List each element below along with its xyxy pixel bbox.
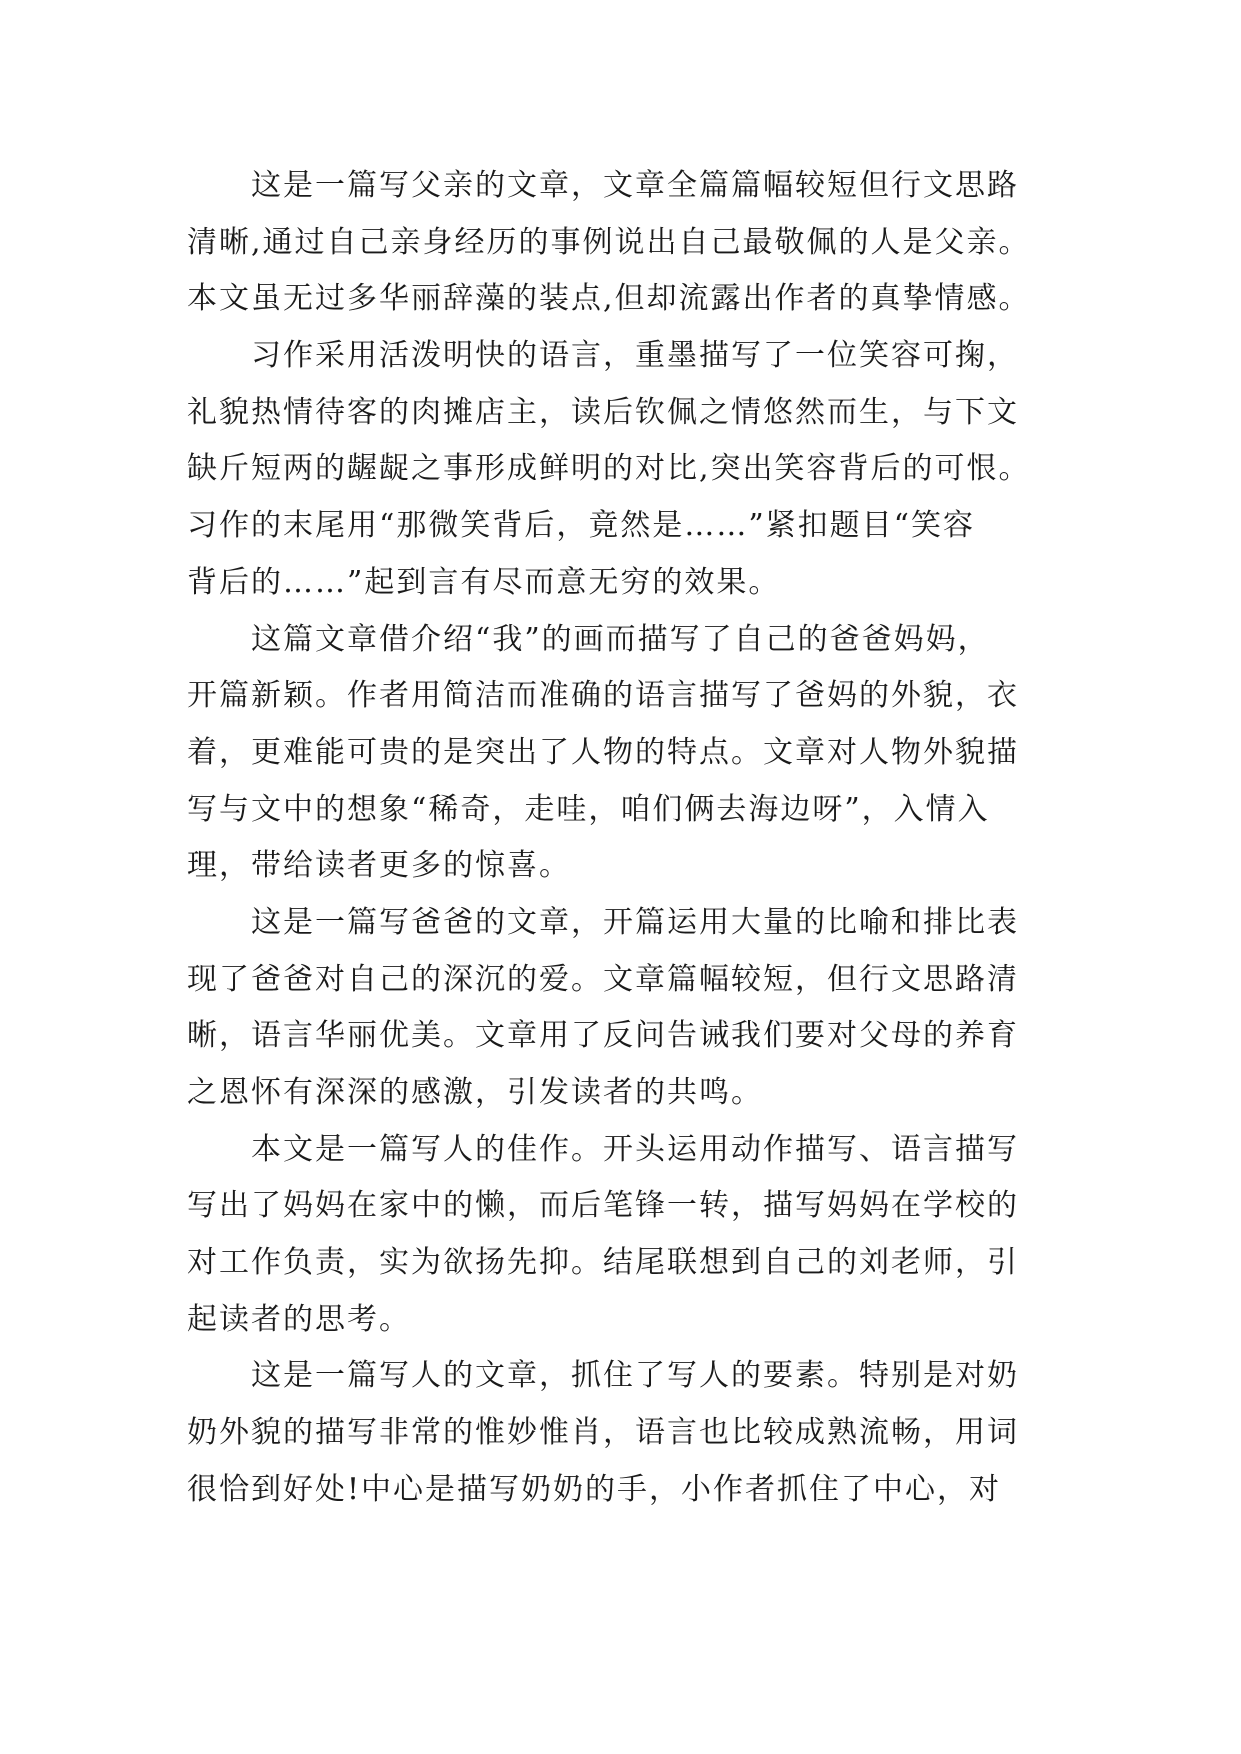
text-line: 奶外貌的描写非常的惟妙惟肖，语言也比较成熟流畅，用词	[187, 1415, 1019, 1451]
text-line: 习作的末尾用“那微笑背后，竟然是……”紧扣题目“笑容	[187, 508, 976, 544]
text-line: 晰，语言华丽优美。文章用了反问告诫我们要对父母的养育	[187, 1018, 1019, 1054]
text-line: 这是一篇写人的文章，抓住了写人的要素。特别是对奶	[251, 1358, 1019, 1394]
text-line: 开篇新颖。作者用简洁而准确的语言描写了爸妈的外貌，衣	[187, 678, 1019, 714]
text-line: 很恰到好处!中心是描写奶奶的手，小作者抓住了中心，对	[187, 1471, 1002, 1507]
document-body	[187, 158, 1087, 1519]
text-line: 这是一篇写父亲的文章，文章全篇篇幅较短但行文思路	[251, 168, 1019, 203]
paragraph-mom	[187, 1122, 1087, 1349]
text-line: 缺斤短两的龌龊之事形成鲜明的对比,突出笑容背后的可恨。	[187, 451, 1031, 487]
text-line: 这是一篇写爸爸的文章，开篇运用大量的比喻和排比表	[251, 904, 1019, 940]
text-line: 这篇文章借介绍“我”的画而描写了自己的爸爸妈妈，	[251, 621, 990, 657]
text-line: 现了爸爸对自己的深沉的爱。文章篇幅较短，但行文思路清	[187, 961, 1019, 997]
text-line: 写出了妈妈在家中的懒，而后笔锋一转，描写妈妈在学校的	[187, 1188, 1019, 1224]
text-line: 本文虽无过多华丽辞藻的装点,但却流露出作者的真挚情感。	[187, 281, 1031, 317]
text-line: 之恩怀有深深的感激，引发读者的共鸣。	[187, 1075, 763, 1110]
text-line: 着，更难能可贵的是突出了人物的特点。文章对人物外貌描	[187, 734, 1019, 770]
paragraph-father	[187, 158, 1087, 328]
text-line: 理，带给读者更多的惊喜。	[187, 848, 571, 884]
paragraph-butcher	[187, 328, 1087, 611]
text-line: 起读者的思考。	[187, 1301, 411, 1337]
text-line: 对工作负责，实为欲扬先抑。结尾联想到自己的刘老师，引	[187, 1245, 1019, 1281]
paragraph-dad	[187, 895, 1087, 1122]
text-line: 清晰,通过自己亲身经历的事例说出自己最敬佩的人是父亲。	[187, 224, 1031, 260]
text-line: 习作采用活泼明快的语言，重墨描写了一位笑容可掬，	[251, 338, 1019, 374]
text-line: 写与文中的想象“稀奇，走哇，咱们俩去海边呀”，入情入	[187, 791, 990, 827]
paragraph-grandma	[187, 1348, 1087, 1518]
text-line: 礼貌热情待客的肉摊店主，读后钦佩之情悠然而生，与下文	[187, 394, 1019, 430]
text-line: 背后的……”起到言有尽而意无穷的效果。	[187, 564, 781, 600]
text-line: 本文是一篇写人的佳作。开头运用动作描写、语言描写	[251, 1131, 1019, 1167]
paragraph-parents	[187, 612, 1087, 895]
